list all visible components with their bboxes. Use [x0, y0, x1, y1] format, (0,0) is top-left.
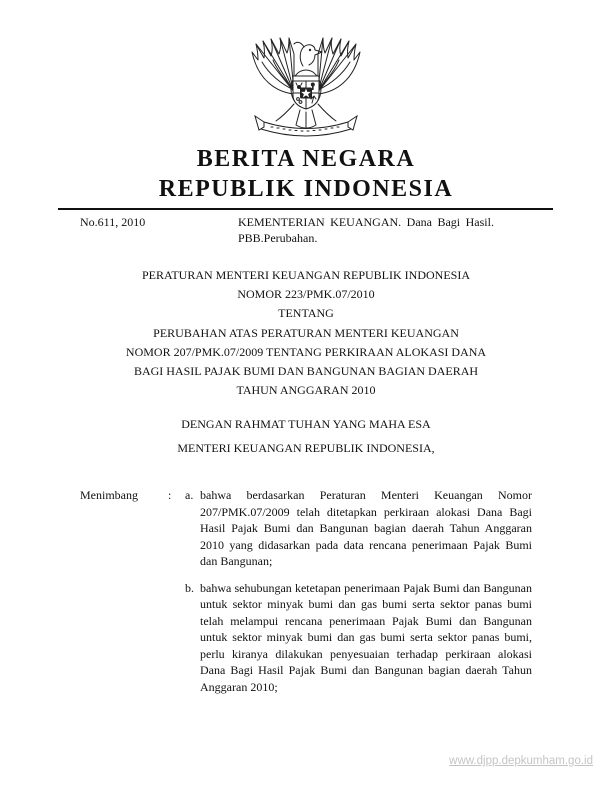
title-line: PERUBAHAN ATAS PERATURAN MENTERI KEUANGAN — [153, 325, 459, 340]
considering-item-b — [185, 580, 532, 696]
title-line: TENTANG — [278, 306, 334, 321]
title-line: NOMOR 207/PMK.07/2009 TENTANG PERKIRAAN ALOKASI DANA — [125, 344, 487, 359]
title-line: TAHUN ANGGARAN 2010 — [236, 383, 376, 398]
masthead-line-2: REPUBLIK INDONESIA — [158, 176, 454, 202]
considering-items — [185, 487, 532, 695]
watermark-link[interactable]: www.djpp.depkumham.go.id — [449, 755, 593, 767]
meta-row — [80, 214, 553, 246]
title-line: PERATURAN MENTERI KEUANGAN REPUBLIK INDONESIA — [142, 268, 470, 282]
gazette-subject-line-2: PBB.Perubahan. — [238, 231, 318, 245]
invocation-line-1: DENGAN RAHMAT TUHAN YANG MAHA ESA — [181, 417, 431, 431]
title-line: BAGI HASIL PAJAK BUMI DAN BANGUNAN BAGIAN DAERAH — [133, 364, 479, 379]
invocation-line-2: MENTERI KEUANGAN REPUBLIK INDONESIA, — [177, 441, 435, 455]
considering-section — [80, 487, 532, 695]
item-marker: b. — [185, 580, 194, 595]
masthead-line-1: BERITA NEGARA — [196, 146, 416, 172]
garuda-pancasila-emblem-icon — [247, 32, 365, 140]
masthead-rule — [58, 208, 553, 210]
title-line: NOMOR 223/PMK.07/2010 — [237, 287, 375, 302]
gazette-subject — [238, 214, 553, 246]
gazette-number: No.611, 2010 — [80, 215, 146, 229]
item-marker: a. — [185, 488, 194, 502]
considering-separator: : — [168, 488, 172, 502]
item-text: bahwa berdasarkan Peraturan Menteri Keuangan Nomor 207/PMK.07/2009 telah ditetapkan perkiraan alokasi Dana Bagi Hasil Pajak Bumi dan Bangunan bagian daerah Tahun Anggaran 2010 yang didasarkan pada data rencana penerimaan Pajak Bumi dan Bangunan; — [200, 488, 532, 568]
invocation — [40, 412, 572, 460]
masthead — [0, 144, 612, 204]
gazette-subject-line-1: KEMENTERIAN KEUANGAN. Dana Bagi Hasil. — [238, 215, 494, 229]
considering-item-a — [185, 487, 532, 570]
regulation-title — [40, 266, 572, 400]
considering-label: Menimbang — [80, 488, 138, 502]
item-text: bahwa sehubungan ketetapan penerimaan Pajak Bumi dan Bangunan untuk sektor minyak bumi dan gas bumi serta sektor panas bumi telah melampui rencana penerimaan Pajak Bumi dan Bangunan untuk sektor minyak bumi dan gas bumi serta sektor panas bumi, perlu kiranya dilakukan penyesuaian terhadap perkiraan alokasi Dana Bagi Hasil Pajak Bumi dan Bangunan bagian daerah Tahun Anggaran 2010; — [200, 580, 532, 694]
